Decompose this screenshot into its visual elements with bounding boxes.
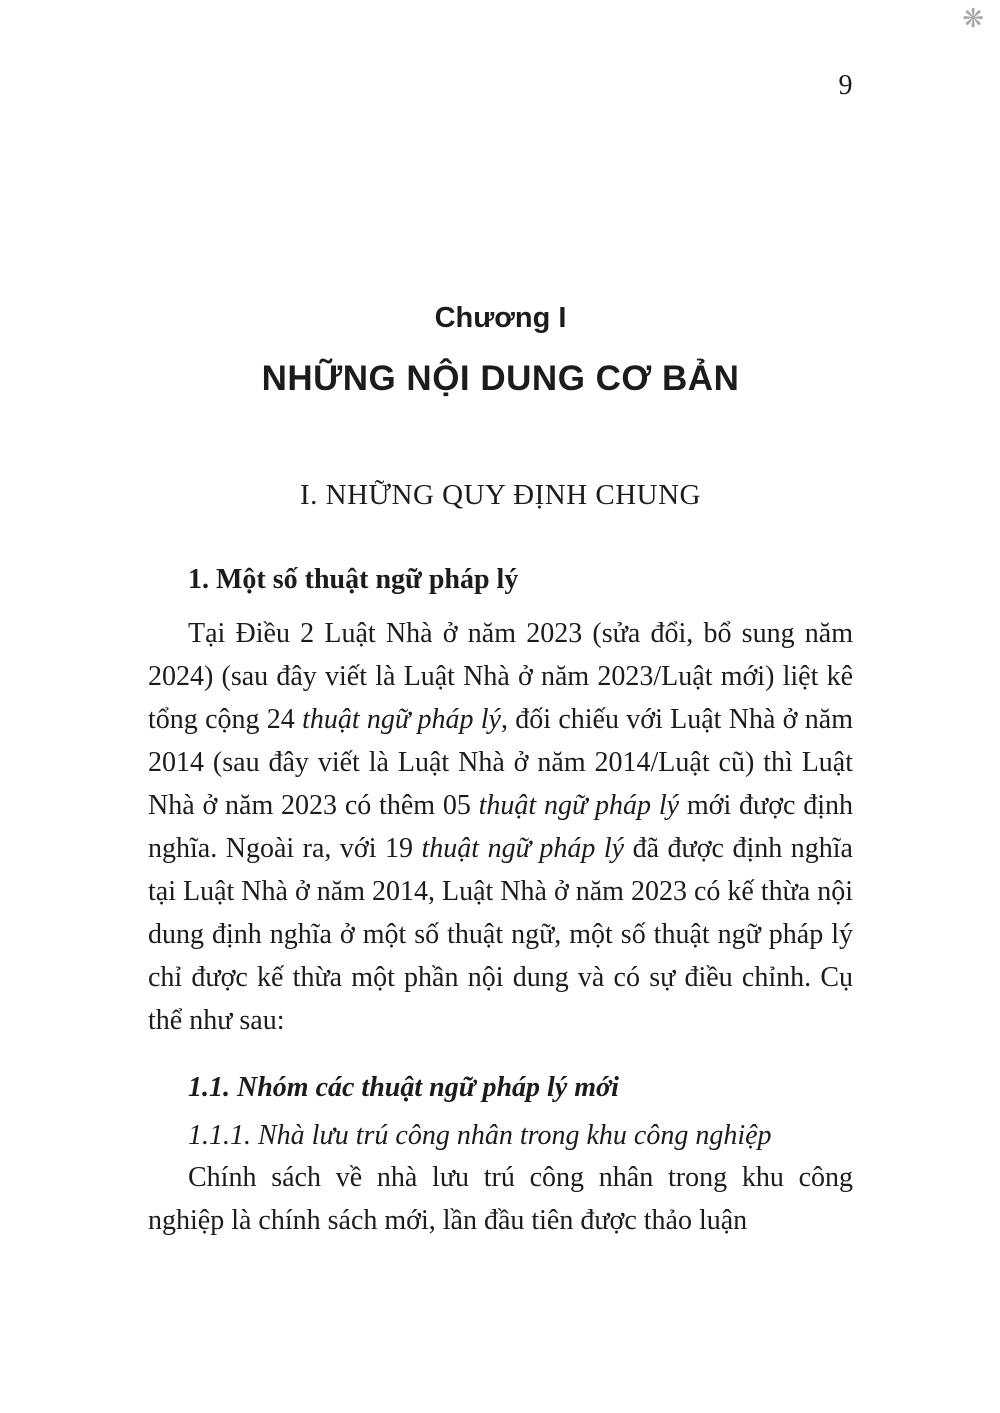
- chapter-title: NHỮNG NỘI DUNG CƠ BẢN: [261, 359, 740, 398]
- subsection-1-1-1-heading: 1.1.1. Nhà lưu trú công nhân trong khu công nghiệp: [188, 1120, 772, 1151]
- flower-icon: ❋: [962, 4, 984, 34]
- chapter-label: Chương I: [434, 302, 567, 334]
- page-content: [0, 70, 1000, 1242]
- section-heading: I. NHỮNG QUY ĐỊNH CHUNG: [299, 479, 702, 511]
- paragraph-worker-housing: Chính sách về nhà lưu trú công nhân trong khu công nghiệp là chính sách mới, lần đầu tiên được thảo luận: [148, 1162, 853, 1236]
- subsection-1-heading: 1. Một số thuật ngữ pháp lý: [188, 564, 519, 595]
- paragraph-legal-terms: Tại Điều 2 Luật Nhà ở năm 2023 (sửa đổi, bổ sung năm 2024) (sau đây viết là Luật Nhà ở năm 2023/Luật mới) liệt kê tổng cộng 24 thuật ngữ pháp lý, đối chiếu với Luật Nhà ở năm 2014 (sau đây viết là Luật Nhà ở năm 2014/Luật cũ) thì Luật Nhà ở năm 2023 có thêm 05 thuật ngữ pháp lý mới được định nghĩa. Ngoài ra, với 19 thuật ngữ pháp lý đã được định nghĩa tại Luật Nhà ở năm 2014, Luật Nhà ở năm 2023 có kế thừa nội dung định nghĩa ở một số thuật ngữ, một số thuật ngữ pháp lý chỉ được kế thừa một phần nội dung và có sự điều chỉnh. Cụ thể như sau:: [148, 618, 853, 1036]
- page-number: 9: [838, 70, 853, 101]
- subsection-1-1-heading: 1.1. Nhóm các thuật ngữ pháp lý mới: [188, 1072, 619, 1103]
